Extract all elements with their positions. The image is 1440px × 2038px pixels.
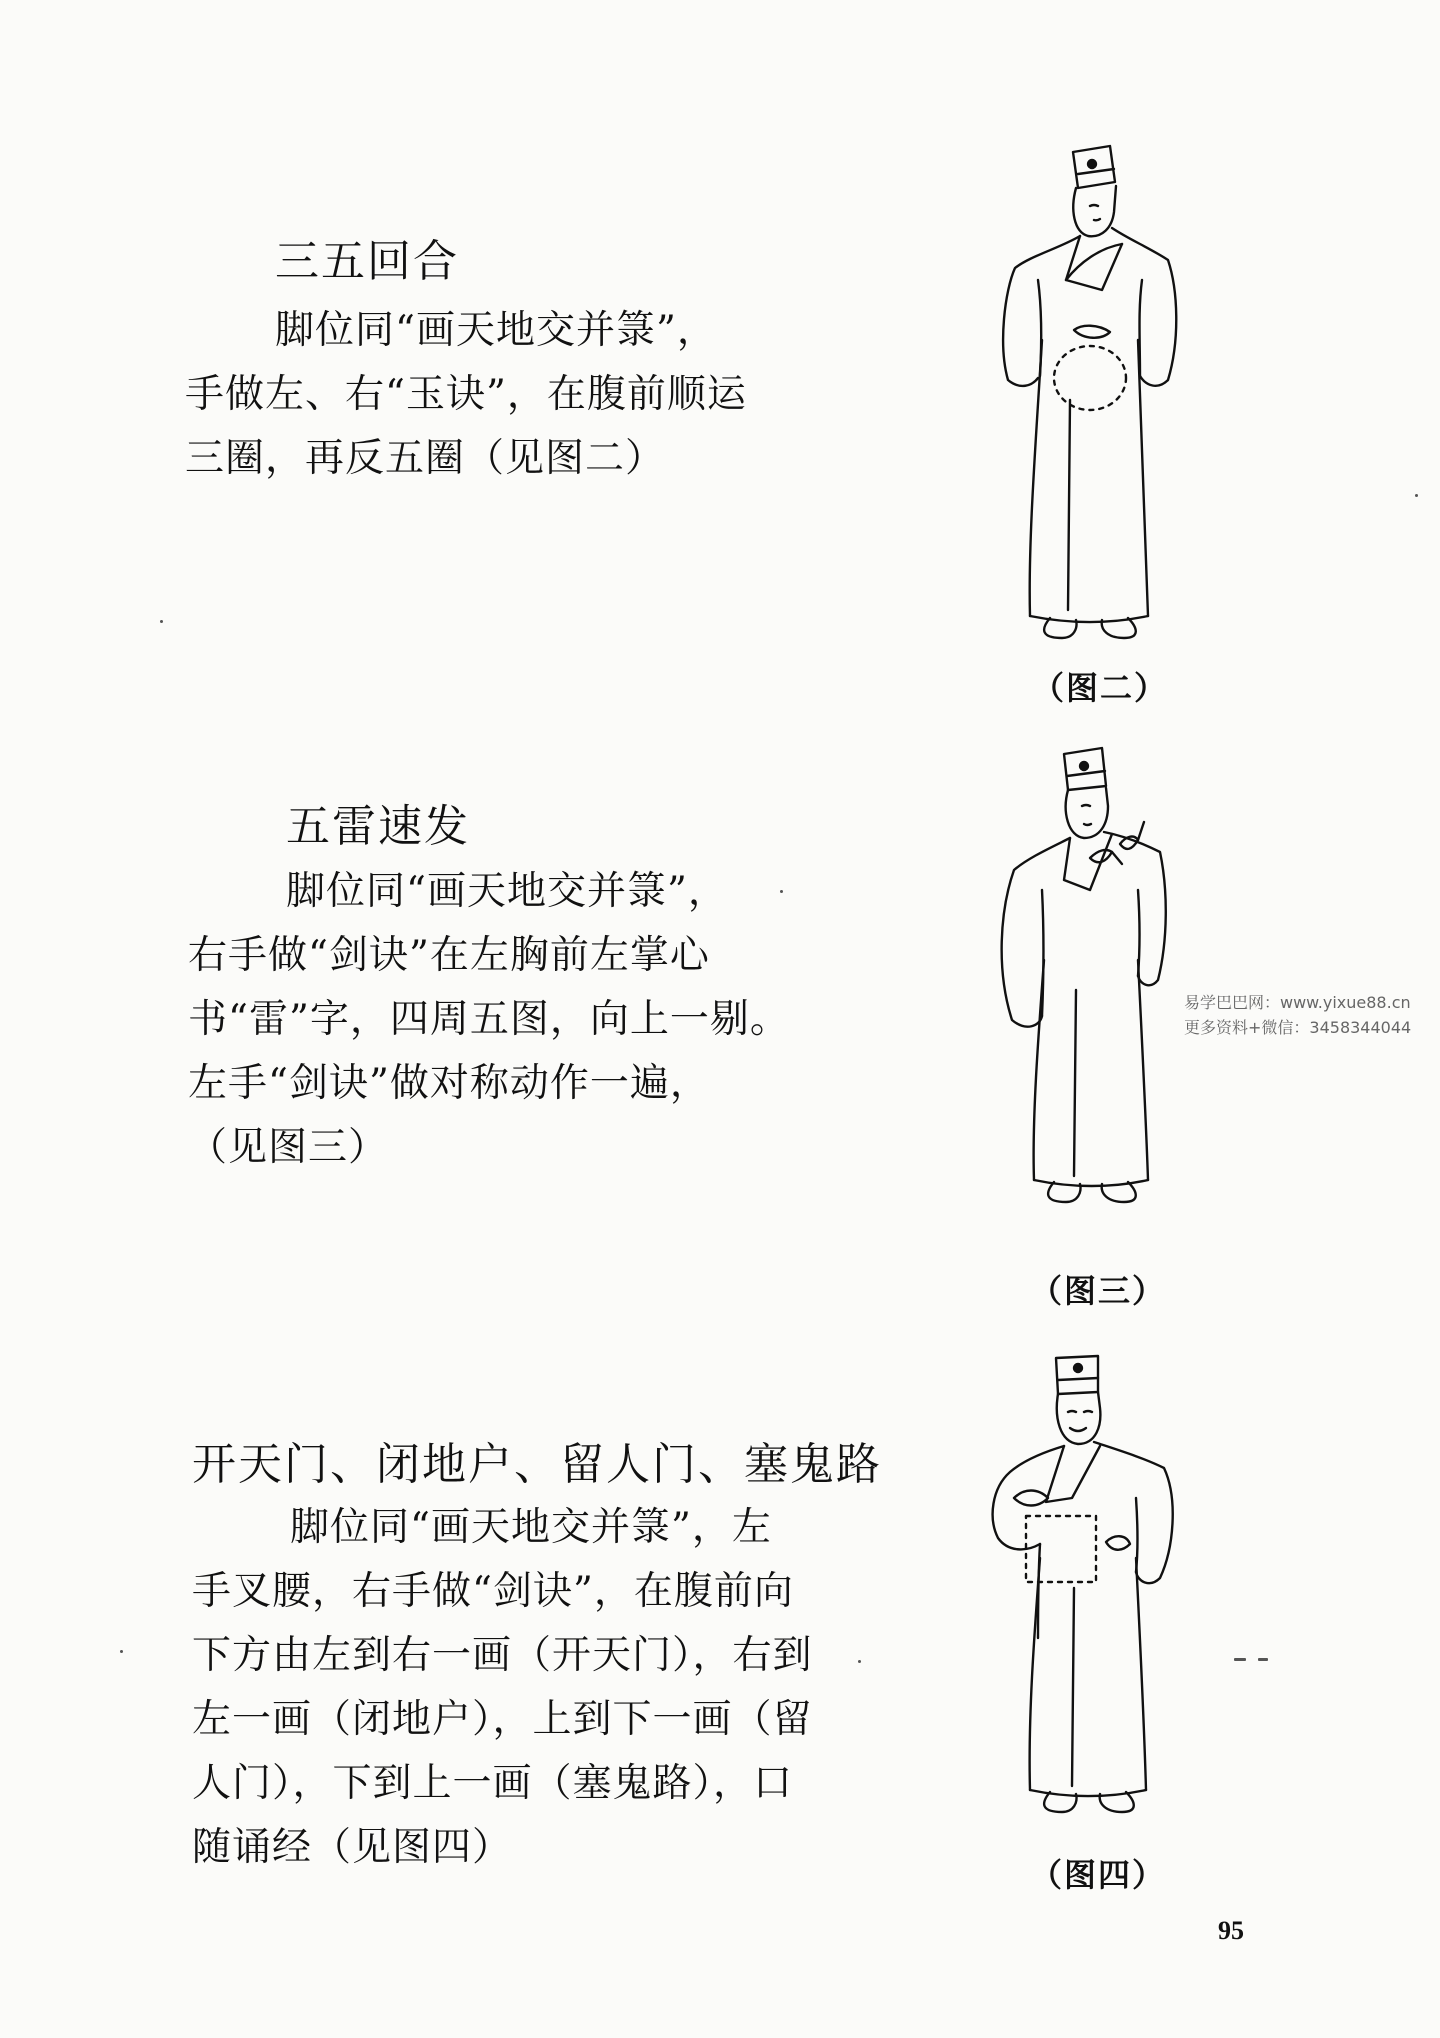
figure-priest-hand-on-hip-icon: [968, 1338, 1208, 1838]
body-line: 右手做“剑诀”在左胸前左掌心: [188, 933, 710, 978]
figure-three: [972, 740, 1212, 1230]
page-number: 95: [1218, 1916, 1244, 1945]
body-line: 手叉腰，右手做“剑诀”，在腹前向: [192, 1569, 794, 1614]
section-wulei-sufa: [188, 790, 790, 1180]
figure-two: [970, 140, 1210, 650]
body-line: 脚位同“画天地交并箓”，: [275, 308, 717, 353]
scan-speck: [1258, 1658, 1268, 1661]
figure-priest-hands-chest-icon: [972, 740, 1212, 1230]
section-title: 三五回合: [275, 236, 459, 287]
watermark-line: 更多资料+微信：3458344044: [1184, 1018, 1412, 1037]
body-line: 下方由左到右一画（开天门），右到: [192, 1633, 813, 1678]
body-line: 脚位同“画天地交并箓”，左: [290, 1505, 772, 1550]
scan-speck: [120, 1650, 123, 1653]
figure-caption: （图四）: [1030, 1856, 1167, 1894]
body-line: 书“雷”字，四周五图，向上一剔。: [188, 997, 790, 1042]
body-line: 随诵经（见图四）: [192, 1825, 513, 1870]
body-line: 左一画（闭地户），上到下一画（留: [192, 1697, 813, 1742]
scan-speck: [780, 890, 783, 893]
watermark: [1184, 990, 1411, 1040]
scan-speck: [858, 1660, 861, 1663]
body-line: 手做左、右“玉诀”，在腹前顺运: [185, 372, 747, 417]
scan-speck: [1234, 1658, 1246, 1661]
scan-speck: [160, 620, 163, 623]
section-title: 五雷速发: [286, 801, 470, 852]
section-title: 开天门、闭地户、留人门、塞鬼路: [192, 1439, 882, 1490]
body-line: 人门），下到上一画（塞鬼路），口: [192, 1761, 794, 1806]
watermark-line: 易学巴巴网：www.yixue88.cn: [1184, 993, 1411, 1012]
body-line: 三圈，再反五圈（见图二）: [185, 436, 666, 481]
section-kai-tianmen: [192, 1428, 882, 1880]
scan-speck: [1415, 494, 1418, 497]
figure-caption: （图二）: [1032, 669, 1169, 707]
figure-caption: （图三）: [1030, 1272, 1167, 1310]
figure-priest-hands-abdomen-icon: [970, 140, 1210, 650]
body-line: 左手“剑诀”做对称动作一遍，: [188, 1061, 710, 1106]
body-line: 脚位同“画天地交并箓”，: [286, 869, 728, 914]
body-line: （见图三）: [188, 1125, 389, 1170]
figure-four: [968, 1338, 1208, 1838]
section-sanwu-huihe: [185, 225, 747, 491]
